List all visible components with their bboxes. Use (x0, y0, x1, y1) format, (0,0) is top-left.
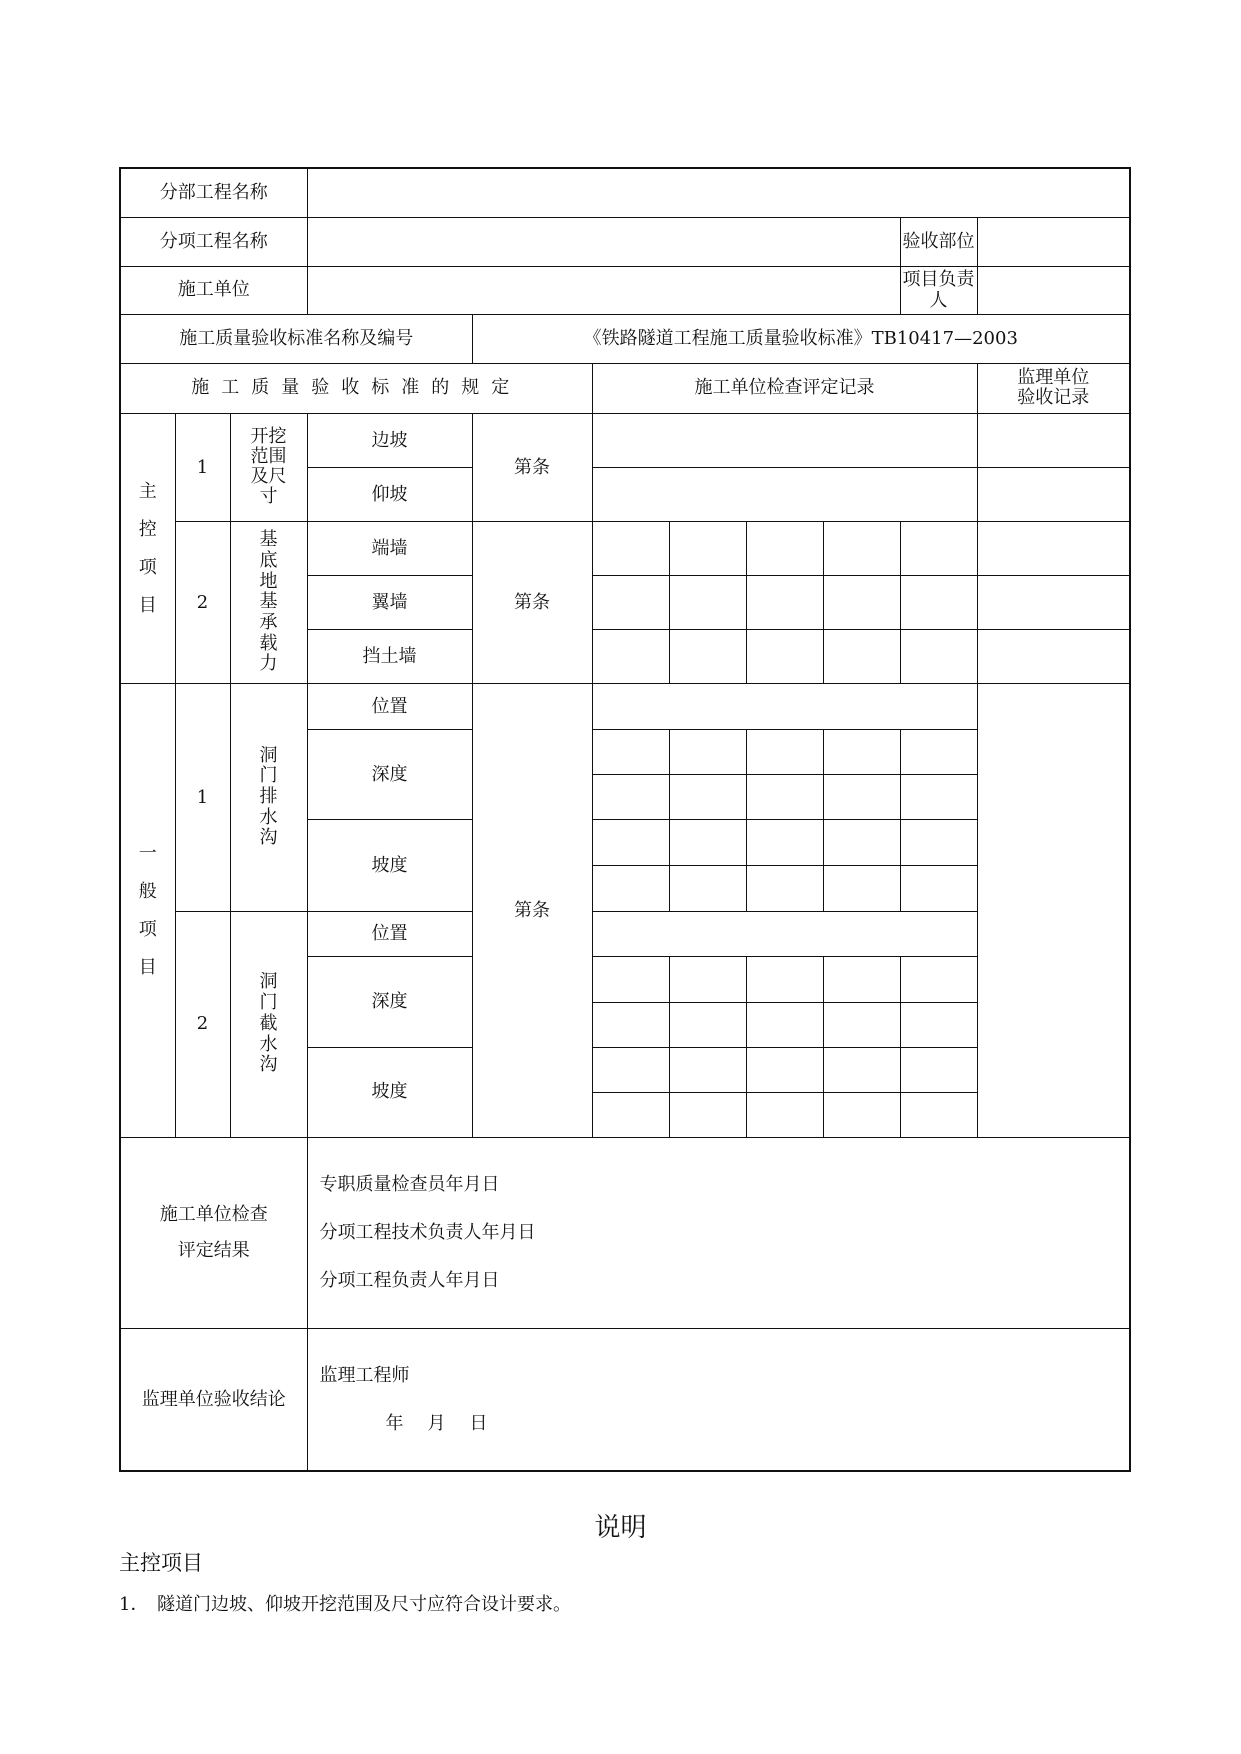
record-cell[interactable] (669, 730, 746, 775)
record-cell[interactable] (669, 1092, 746, 1137)
record-cell[interactable] (592, 684, 977, 730)
main-item-1-sub-2: 仰坡 (307, 467, 472, 521)
general-item-1-num: 1 (175, 684, 230, 911)
general-item-2-num: 2 (175, 911, 230, 1137)
record-cell[interactable] (592, 911, 977, 956)
record-cell[interactable] (746, 521, 823, 575)
record-cell[interactable] (592, 521, 669, 575)
record-cell[interactable] (669, 1002, 746, 1047)
record-cell[interactable] (900, 775, 977, 820)
record-cell[interactable] (746, 775, 823, 820)
quality-inspector-line: 专职质量检查员年月日 (319, 1173, 500, 1195)
record-cell[interactable] (669, 521, 746, 575)
record-cell[interactable] (669, 630, 746, 684)
record-cell[interactable] (746, 730, 823, 775)
supervisor-cell[interactable] (977, 413, 1130, 467)
notes-item-1 (119, 1590, 571, 1616)
main-item-1-num: 1 (175, 413, 230, 521)
record-cell[interactable] (669, 1047, 746, 1092)
record-cell[interactable] (592, 730, 669, 775)
main-item-2-sub-3: 挡土墙 (307, 630, 472, 684)
main-item-1-name: 开挖范围及尺寸 (230, 413, 307, 521)
record-cell[interactable] (900, 866, 977, 911)
subdivision-label: 分部工程名称 (120, 168, 307, 217)
record-cell[interactable] (746, 866, 823, 911)
main-item-1-sub-1: 边坡 (307, 413, 472, 467)
record-cell[interactable] (823, 630, 900, 684)
record-cell[interactable] (900, 730, 977, 775)
technical-lead-line: 分项工程技术负责人年月日 (319, 1221, 536, 1243)
record-cell[interactable] (592, 775, 669, 820)
main-item-2-sub-2: 翼墙 (307, 576, 472, 630)
standard-label: 施工质量验收标准名称及编号 (120, 314, 472, 363)
record-cell[interactable] (823, 820, 900, 866)
general-item-1-sub-2: 深度 (307, 730, 472, 820)
record-cell[interactable] (900, 576, 977, 630)
notes-item-1-num: 1． (119, 1594, 149, 1615)
supervisor-conclusion-label: 监理单位验收结论 (120, 1329, 307, 1471)
record-cell[interactable] (592, 956, 669, 1002)
day-label: 日 (469, 1412, 488, 1434)
inspection-part-label: 验收部位 (900, 217, 977, 266)
main-item-2-clause: 第条 (472, 521, 592, 683)
record-cell[interactable] (592, 630, 669, 684)
record-cell[interactable] (669, 576, 746, 630)
contractor-value[interactable] (307, 266, 900, 314)
record-cell[interactable] (669, 956, 746, 1002)
main-item-2-name: 基底地基承载力 (230, 521, 307, 683)
supervising-engineer-line: 监理工程师 (319, 1364, 410, 1386)
record-cell[interactable] (592, 1092, 669, 1137)
inspection-part-value[interactable] (977, 217, 1130, 266)
general-label: 一般项目 (120, 684, 175, 1138)
record-cell[interactable] (823, 1092, 900, 1137)
main-item-2-num: 2 (175, 521, 230, 683)
contractor-result-signatures[interactable] (307, 1137, 1130, 1328)
record-cell[interactable] (592, 866, 669, 911)
supervisor-cell[interactable] (977, 576, 1130, 630)
contractor-result-label: 施工单位检查评定结果 (120, 1137, 307, 1328)
record-cell[interactable] (669, 775, 746, 820)
record-cell[interactable] (746, 1092, 823, 1137)
general-item-2-sub-3: 坡度 (307, 1047, 472, 1137)
project-lead-label: 项目负责人 (900, 266, 977, 314)
supervisor-cell[interactable] (977, 630, 1130, 684)
record-cell[interactable] (592, 1002, 669, 1047)
notes-item-1-text: 隧道门边坡、仰坡开挖范围及尺寸应符合设计要求。 (157, 1594, 571, 1615)
record-cell[interactable] (746, 576, 823, 630)
year-label: 年 (385, 1412, 404, 1434)
date-line (320, 1400, 1130, 1448)
record-cell[interactable] (823, 730, 900, 775)
main-item-2-sub-1: 端墙 (307, 521, 472, 575)
notes-title: 说明 (594, 1513, 647, 1543)
record-cell[interactable] (592, 820, 669, 866)
main-control-label: 主控项目 (120, 413, 175, 683)
item-lead-line: 分项工程负责人年月日 (319, 1269, 500, 1291)
standard-value: 《铁路隧道工程施工质量验收标准》TB10417—2003 (472, 314, 1130, 363)
record-cell[interactable] (823, 1047, 900, 1092)
contractor-label: 施工单位 (120, 266, 307, 314)
general-item-2-sub-2: 深度 (307, 956, 472, 1047)
record-cell[interactable] (592, 467, 977, 521)
general-item-2-sub-1: 位置 (307, 911, 472, 956)
record-cell[interactable] (900, 521, 977, 575)
rules-column-header: 施工质量验收标准的规定 (120, 363, 592, 413)
record-cell[interactable] (900, 630, 977, 684)
project-lead-value[interactable] (977, 266, 1130, 314)
record-cell[interactable] (823, 521, 900, 575)
record-cell[interactable] (823, 866, 900, 911)
record-cell[interactable] (900, 1047, 977, 1092)
record-cell[interactable] (592, 413, 977, 467)
record-cell[interactable] (746, 1002, 823, 1047)
record-cell[interactable] (592, 576, 669, 630)
record-cell[interactable] (746, 956, 823, 1002)
acceptance-form (119, 167, 1131, 1472)
item-value[interactable] (307, 217, 900, 266)
general-item-1-sub-3: 坡度 (307, 820, 472, 911)
item-label: 分项工程名称 (120, 217, 307, 266)
record-cell[interactable] (669, 820, 746, 866)
record-cell[interactable] (746, 1047, 823, 1092)
notes-section-heading: 主控项目 (119, 1551, 203, 1575)
record-cell[interactable] (900, 1002, 977, 1047)
record-cell[interactable] (746, 820, 823, 866)
subdivision-value[interactable] (307, 168, 1130, 217)
general-clause: 第条 (472, 684, 592, 1138)
record-cell[interactable] (592, 1047, 669, 1092)
record-cell[interactable] (823, 775, 900, 820)
record-cell[interactable] (823, 576, 900, 630)
contractor-record-header: 施工单位检查评定记录 (592, 363, 977, 413)
supervisor-cell[interactable] (977, 467, 1130, 521)
supervisor-cell[interactable] (977, 521, 1130, 575)
record-cell[interactable] (669, 866, 746, 911)
main-item-1-clause: 第条 (472, 413, 592, 521)
record-cell[interactable] (823, 956, 900, 1002)
general-item-2-name: 洞门截水沟 (230, 911, 307, 1137)
record-cell[interactable] (900, 820, 977, 866)
record-cell[interactable] (823, 1002, 900, 1047)
general-item-1-sub-1: 位置 (307, 684, 472, 730)
record-cell[interactable] (900, 956, 977, 1002)
record-cell[interactable] (746, 630, 823, 684)
general-item-1-name: 洞门排水沟 (230, 684, 307, 911)
record-cell[interactable] (900, 1092, 977, 1137)
month-label: 月 (427, 1412, 446, 1434)
supervisor-record-header: 监理单位验收记录 (977, 363, 1130, 413)
supervisor-conclusion-signature[interactable] (307, 1329, 1130, 1471)
supervisor-cell[interactable] (977, 684, 1130, 1138)
